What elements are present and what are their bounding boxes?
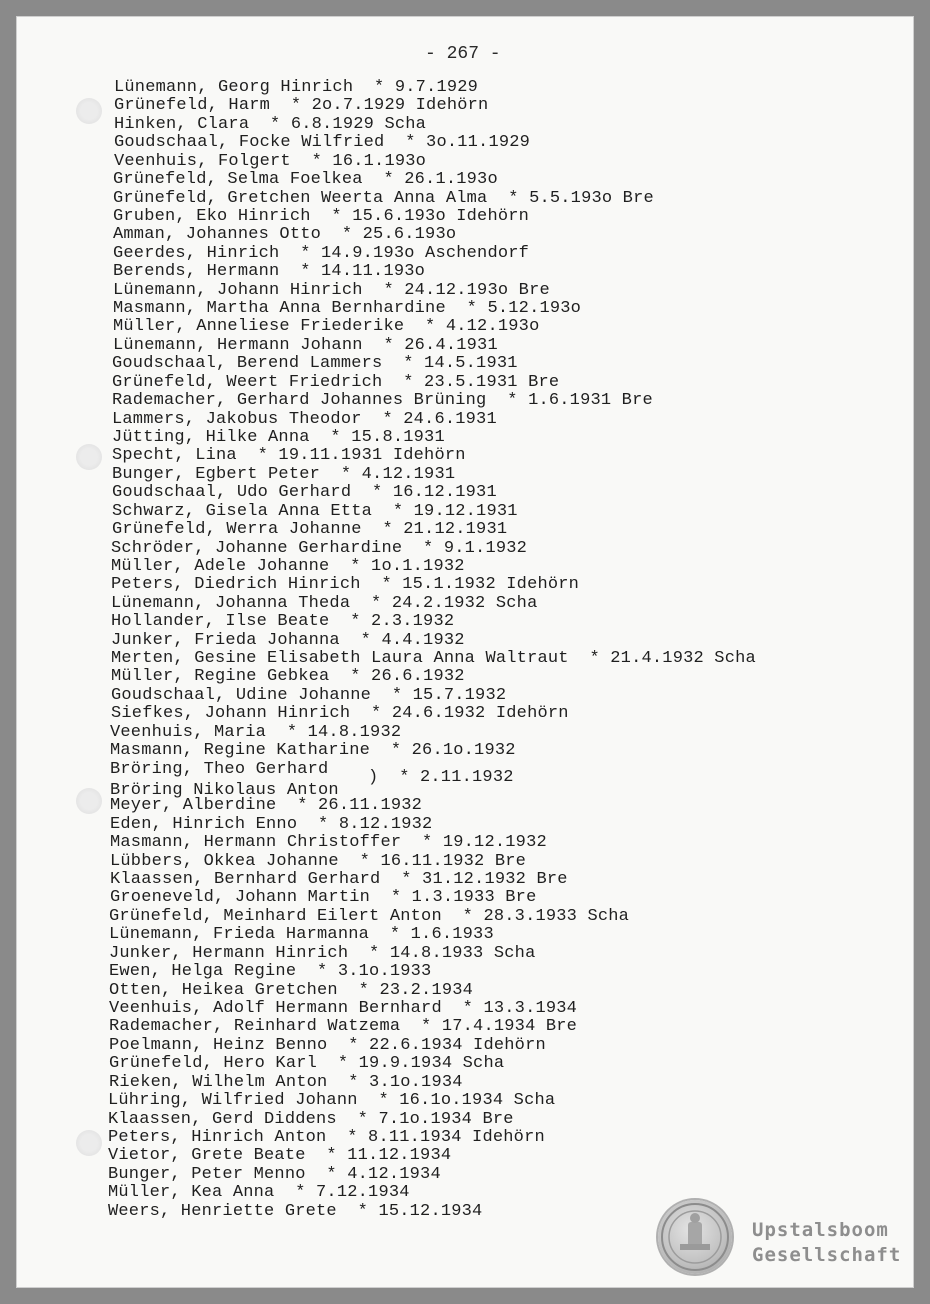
register-entry: Merten, Gesine Elisabeth Laura Anna Waltraut * 21.4.1932 Scha [111, 649, 756, 668]
register-entry: Lünemann, Johanna Theda * 24.2.1932 Scha [111, 594, 538, 613]
register-entry: Lammers, Jakobus Theodor * 24.6.1931 [112, 410, 497, 429]
register-entry: Gruben, Eko Hinrich * 15.6.193o Idehörn [113, 207, 530, 226]
register-entry: Müller, Anneliese Friederike * 4.12.193o [113, 317, 540, 336]
punch-hole-bottom [76, 1130, 102, 1156]
register-entry: Peters, Hinrich Anton * 8.11.1934 Idehörn [108, 1128, 545, 1147]
register-entry: Goudschaal, Berend Lammers * 14.5.1931 [112, 354, 518, 373]
brace-note: ) * 2.11.1932 [368, 768, 514, 787]
register-entry: Masmann, Regine Katharine * 26.1o.1932 [110, 741, 516, 760]
punch-hole-lower [76, 788, 102, 814]
page-number: - 267 - [425, 44, 501, 64]
register-entry: Grünefeld, Werra Johanne * 21.12.1931 [112, 520, 508, 539]
register-entry: Bröring, Theo Gerhard [110, 760, 329, 779]
register-entry: Goudschaal, Focke Wilfried * 3o.11.1929 [114, 133, 531, 152]
register-entry: Jütting, Hilke Anna * 15.8.1931 [112, 428, 445, 447]
register-entry: Specht, Lina * 19.11.1931 Idehörn [112, 446, 466, 465]
register-entry: Schröder, Johanne Gerhardine * 9.1.1932 [111, 539, 528, 558]
watermark-line-2: Gesellschaft [752, 1244, 902, 1266]
register-entry: Berends, Hermann * 14.11.193o [113, 262, 426, 281]
register-entry: Müller, Adele Johanne * 1o.1.1932 [111, 557, 465, 576]
register-entry: Meyer, Alberdine * 26.11.1932 [110, 796, 423, 815]
register-entry: Müller, Regine Gebkea * 26.6.1932 [111, 667, 465, 686]
register-entry: Vietor, Grete Beate * 11.12.1934 [108, 1146, 452, 1165]
register-entry: Bunger, Egbert Peter * 4.12.1931 [112, 465, 456, 484]
register-entry: Otten, Heikea Gretchen * 23.2.1934 [109, 981, 474, 1000]
register-entry: Lünemann, Frieda Harmanna * 1.6.1933 [109, 925, 494, 944]
register-entry: Siefkes, Johann Hinrich * 24.6.1932 Idehörn [111, 704, 569, 723]
register-entry: Grünefeld, Selma Foelkea * 26.1.193o [113, 170, 498, 189]
register-entry: Amman, Johannes Otto * 25.6.193o [113, 225, 457, 244]
register-entry: Masmann, Martha Anna Bernhardine * 5.12.193o [113, 299, 582, 318]
register-entry: Peters, Diedrich Hinrich * 15.1.1932 Idehörn [111, 575, 580, 594]
register-entry: Lünemann, Georg Hinrich * 9.7.1929 [114, 78, 479, 97]
register-entry: Rademacher, Reinhard Watzema * 17.4.1934 Bre [109, 1017, 578, 1036]
punch-hole-middle [76, 444, 102, 470]
register-entry: Eden, Hinrich Enno * 8.12.1932 [110, 815, 433, 834]
register-entry: Goudschaal, Udo Gerhard * 16.12.1931 [112, 483, 497, 502]
register-entry: Veenhuis, Adolf Hermann Bernhard * 13.3.1934 [109, 999, 578, 1018]
register-entry: Goudschaal, Udine Johanne * 15.7.1932 [111, 686, 507, 705]
register-entry: Ewen, Helga Regine * 3.1o.1933 [109, 962, 432, 981]
register-entry: Veenhuis, Folgert * 16.1.193o [114, 152, 427, 171]
society-seal-logo [658, 1200, 732, 1274]
register-entry: Lünemann, Hermann Johann * 26.4.1931 [113, 336, 498, 355]
register-entry: Schwarz, Gisela Anna Etta * 19.12.1931 [112, 502, 518, 521]
register-entry: Hinken, Clara * 6.8.1929 Scha [114, 115, 427, 134]
register-entry: Rieken, Wilhelm Anton * 3.1o.1934 [109, 1073, 463, 1092]
register-entry: Veenhuis, Maria * 14.8.1932 [110, 723, 402, 742]
register-entry: Junker, Frieda Johanna * 4.4.1932 [111, 631, 465, 650]
register-entry: Grünefeld, Gretchen Weerta Anna Alma * 5.5.193o Bre [113, 189, 654, 208]
register-entry: Hollander, Ilse Beate * 2.3.1932 [111, 612, 455, 631]
register-entry: Grünefeld, Meinhard Eilert Anton * 28.3.1933 Scha [109, 907, 630, 926]
register-entry: Lünemann, Johann Hinrich * 24.12.193o Bre [113, 281, 550, 300]
register-entry: Grünefeld, Weert Friedrich * 23.5.1931 Bre [112, 373, 560, 392]
watermark-line-1: Upstalsboom [752, 1219, 889, 1241]
register-entry: Geerdes, Hinrich * 14.9.193o Aschendorf [113, 244, 530, 263]
register-entry: Groeneveld, Johann Martin * 1.3.1933 Bre [110, 888, 537, 907]
register-entry: Weers, Henriette Grete * 15.12.1934 [108, 1202, 483, 1221]
register-entry: Klaassen, Bernhard Gerhard * 31.12.1932 Bre [110, 870, 568, 889]
register-entry: Bunger, Peter Menno * 4.12.1934 [108, 1165, 441, 1184]
punch-hole-top [76, 98, 102, 124]
register-entry: Masmann, Hermann Christoffer * 19.12.1932 [110, 833, 547, 852]
register-entry: Lübbers, Okkea Johanne * 16.11.1932 Bre [110, 852, 527, 871]
register-entry: Bröring Nikolaus Anton [110, 781, 339, 800]
register-entry: Poelmann, Heinz Benno * 22.6.1934 Idehörn [109, 1036, 546, 1055]
register-entry: Junker, Hermann Hinrich * 14.8.1933 Scha [109, 944, 536, 963]
register-entry: Müller, Kea Anna * 7.12.1934 [108, 1183, 410, 1202]
register-entry: Klaassen, Gerd Diddens * 7.1o.1934 Bre [108, 1110, 514, 1129]
register-entry: Grünefeld, Harm * 2o.7.1929 Idehörn [114, 96, 489, 115]
register-entry: Grünefeld, Hero Karl * 19.9.1934 Scha [109, 1054, 505, 1073]
register-entry: Rademacher, Gerhard Johannes Brüning * 1.6.1931 Bre [112, 391, 653, 410]
register-entry: Lühring, Wilfried Johann * 16.1o.1934 Scha [108, 1091, 556, 1110]
